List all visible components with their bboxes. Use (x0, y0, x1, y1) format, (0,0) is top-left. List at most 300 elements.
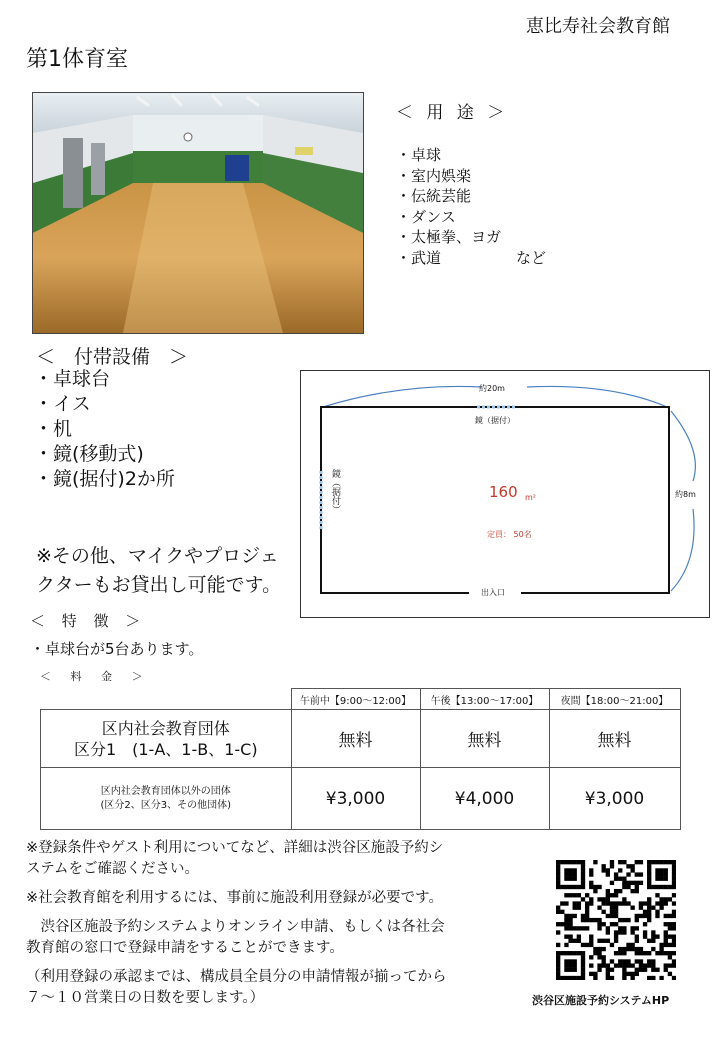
qr-module (664, 885, 668, 889)
qr-module (647, 918, 651, 922)
qr-module (647, 959, 651, 963)
qr-module (606, 939, 610, 943)
qr-module (606, 963, 610, 967)
qr-module (664, 939, 668, 943)
qr-module (564, 893, 568, 897)
qr-module (610, 864, 614, 868)
qr-module (556, 868, 560, 872)
qr-module (672, 910, 676, 914)
qr-module (647, 868, 651, 872)
qr-module (643, 922, 647, 926)
depth-label: 約8m (675, 490, 696, 499)
qr-module (626, 947, 630, 951)
qr-module (610, 906, 614, 910)
qr-module (556, 963, 560, 967)
qr-module (560, 951, 564, 955)
qr-module (585, 893, 589, 897)
qr-module (556, 972, 560, 976)
qr-module (635, 968, 639, 972)
qr-module (614, 889, 618, 893)
qr-module (597, 963, 601, 967)
qr-module (651, 939, 655, 943)
qr-module (647, 881, 651, 885)
qr-module (581, 914, 585, 918)
qr-module (564, 943, 568, 947)
group-category: (区分2、区分3、その他団体) (100, 799, 232, 811)
group-cell (41, 768, 292, 830)
qr-module (622, 918, 626, 922)
qr-module (556, 943, 560, 947)
qr-module (672, 922, 676, 926)
qr-module (659, 872, 663, 876)
qr-module (556, 976, 560, 980)
qr-module (614, 901, 618, 905)
qr-module (581, 918, 585, 922)
qr-module (573, 872, 577, 876)
qr-module (664, 968, 668, 972)
qr-module (672, 934, 676, 938)
qr-module (635, 889, 639, 893)
qr-module (606, 889, 610, 893)
column-header: 午前中【9:00～12:00】 (291, 689, 420, 710)
qr-module (618, 947, 622, 951)
qr-module (614, 930, 618, 934)
qr-module (668, 885, 672, 889)
qr-module (606, 897, 610, 901)
gym-photo (32, 92, 364, 334)
qr-module (639, 901, 643, 905)
list-item: ・鏡(移動式) (34, 443, 144, 465)
qr-module (639, 914, 643, 918)
qr-module (635, 872, 639, 876)
qr-module (618, 930, 622, 934)
qr-module (581, 955, 585, 959)
table-row (41, 768, 681, 830)
qr-module (664, 951, 668, 955)
qr-module (568, 939, 572, 943)
qr-module (664, 897, 668, 901)
qr-module (589, 881, 593, 885)
qr-module (602, 868, 606, 872)
qr-module (610, 881, 614, 885)
table-row (41, 710, 681, 768)
qr-code-image[interactable] (556, 860, 676, 980)
qr-module (651, 959, 655, 963)
qr-module (635, 939, 639, 943)
qr-module (643, 963, 647, 967)
note-line: ステムをご確認ください。 (26, 861, 199, 877)
qr-module (672, 881, 676, 885)
qr-module (655, 893, 659, 897)
qr-module (581, 968, 585, 972)
list-item: ・太極拳、ヨガ (396, 228, 502, 246)
qr-module (568, 914, 572, 918)
qr-module (556, 930, 560, 934)
qr-module (672, 959, 676, 963)
qr-module (573, 976, 577, 980)
qr-module (568, 877, 572, 881)
list-item: ・室内娯楽 (396, 166, 472, 185)
qr-module (655, 860, 659, 864)
qr-module (581, 864, 585, 868)
qr-module (577, 885, 581, 889)
qr-module (622, 897, 626, 901)
qr-module (630, 930, 634, 934)
qr-module (668, 860, 672, 864)
qr-module (606, 968, 610, 972)
page-title: 第1体育室 (26, 47, 128, 72)
qr-module (568, 860, 572, 864)
qr-module (568, 868, 572, 872)
qr-module (643, 910, 647, 914)
qr-module (568, 872, 572, 876)
qr-module (560, 910, 564, 914)
qr-module (630, 976, 634, 980)
qr-module (651, 947, 655, 951)
qr-module (577, 976, 581, 980)
qr-module (556, 951, 560, 955)
qr-module (564, 968, 568, 972)
qr-module (556, 922, 560, 926)
qr-module (593, 885, 597, 889)
qr-module (626, 872, 630, 876)
qr-module (560, 860, 564, 864)
qr-module (614, 922, 618, 926)
qr-module (672, 951, 676, 955)
qr-module (635, 951, 639, 955)
qr-module (664, 860, 668, 864)
qr-module (606, 914, 610, 918)
qr-module (573, 885, 577, 889)
qr-module (659, 897, 663, 901)
qr-module (610, 860, 614, 864)
qr-module (635, 926, 639, 930)
fees-heading: ＜ 料 金 ＞ (40, 670, 151, 683)
column-header: 午後【13:00～17:00】 (420, 689, 549, 710)
qr-module (568, 963, 572, 967)
qr-module (655, 914, 659, 918)
qr-module (589, 868, 593, 872)
qr-module (672, 901, 676, 905)
qr-module (659, 947, 663, 951)
fee-cell: 無料 (291, 710, 420, 768)
qr-module (568, 918, 572, 922)
qr-module (651, 930, 655, 934)
qr-module (672, 868, 676, 872)
qr-module (573, 877, 577, 881)
qr-module (564, 976, 568, 980)
qr-module (659, 868, 663, 872)
qr-module (664, 922, 668, 926)
qr-module (618, 860, 622, 864)
note-line: ７～１０営業日の日数を要します。） (26, 990, 265, 1006)
qr-module (556, 955, 560, 959)
note-line: ※その他、マイクやプロジェ (36, 545, 279, 567)
qr-module (664, 943, 668, 947)
qr-module (568, 922, 572, 926)
qr-module (556, 906, 560, 910)
qr-module (635, 914, 639, 918)
qr-module (668, 926, 672, 930)
qr-module (635, 885, 639, 889)
note-line: 教育館の窓口で登録申請をすることができます。 (26, 940, 344, 956)
qr-module (597, 885, 601, 889)
qr-module (659, 901, 663, 905)
qr-module (614, 893, 618, 897)
table-header-row (41, 689, 681, 710)
qr-module (577, 860, 581, 864)
qr-module (622, 976, 626, 980)
fee-cell: ¥3,000 (549, 768, 680, 830)
list-item: ・伝統芸能 (396, 187, 472, 205)
qr-module (597, 939, 601, 943)
qr-module (655, 872, 659, 876)
qr-module (606, 868, 610, 872)
qr-module (581, 868, 585, 872)
qr-module (618, 951, 622, 955)
note-line: 渋谷区施設予約システムよりオンライン申請、もしくは各社会 (26, 919, 445, 935)
qr-module (639, 951, 643, 955)
qr-module (639, 968, 643, 972)
fee-cell: 無料 (420, 710, 549, 768)
qr-module (564, 901, 568, 905)
qr-module (597, 951, 601, 955)
qr-module (618, 889, 622, 893)
qr-module (618, 963, 622, 967)
qr-module (664, 868, 668, 872)
capacity-label: 定員： 50名 (487, 530, 532, 539)
qr-module (556, 910, 560, 914)
qr-module (597, 955, 601, 959)
qr-module (556, 968, 560, 972)
qr-module (664, 934, 668, 938)
qr-module (593, 972, 597, 976)
qr-module (622, 877, 626, 881)
qr-module (655, 951, 659, 955)
qr-module (643, 934, 647, 938)
table-corner (41, 689, 292, 710)
qr-module (602, 947, 606, 951)
registration-notes (26, 838, 546, 1009)
qr-module (589, 943, 593, 947)
qr-module (618, 926, 622, 930)
fee-cell: ¥3,000 (291, 768, 420, 830)
qr-module (647, 910, 651, 914)
qr-module (577, 901, 581, 905)
qr-module (622, 881, 626, 885)
qr-module (585, 918, 589, 922)
qr-module (647, 885, 651, 889)
qr-module (639, 959, 643, 963)
qr-module (614, 910, 618, 914)
qr-module (659, 877, 663, 881)
qr-module (568, 976, 572, 980)
qr-module (639, 872, 643, 876)
qr-module (602, 864, 606, 868)
list-item: ・武道 など (396, 248, 547, 267)
qr-module (647, 914, 651, 918)
fee-cell: ¥4,000 (420, 768, 549, 830)
qr-module (577, 893, 581, 897)
qr-module (602, 955, 606, 959)
qr-module (622, 885, 626, 889)
list-item: ・鏡(据付)2か所 (34, 468, 175, 490)
qr-module (597, 922, 601, 926)
qr-module (643, 951, 647, 955)
qr-module (614, 914, 618, 918)
qr-code[interactable] (556, 860, 676, 980)
qr-module (639, 963, 643, 967)
qr-module (672, 877, 676, 881)
qr-module (630, 906, 634, 910)
qr-module (622, 951, 626, 955)
qr-module (655, 885, 659, 889)
qr-module (668, 914, 672, 918)
qr-module (630, 864, 634, 868)
qr-module (573, 860, 577, 864)
qr-module (655, 910, 659, 914)
list-item: ・ダンス (396, 207, 456, 226)
qr-module (664, 901, 668, 905)
qr-module (564, 860, 568, 864)
qr-module (614, 872, 618, 876)
qr-module (564, 922, 568, 926)
qr-module (602, 959, 606, 963)
qr-module (602, 939, 606, 943)
qr-module (581, 951, 585, 955)
qr-module (618, 877, 622, 881)
qr-module (564, 963, 568, 967)
qr-module (651, 968, 655, 972)
gym-photo-illustration (33, 93, 363, 333)
qr-module (618, 868, 622, 872)
equipment-note (36, 542, 281, 600)
qr-module (568, 926, 572, 930)
qr-module (630, 972, 634, 976)
qr-module (589, 897, 593, 901)
depth-arc-top (671, 411, 695, 481)
qr-module (672, 926, 676, 930)
qr-module (664, 877, 668, 881)
qr-module (626, 959, 630, 963)
floor-plan (300, 370, 710, 618)
qr-module (556, 959, 560, 963)
qr-module (606, 976, 610, 980)
qr-module (602, 897, 606, 901)
qr-module (622, 959, 626, 963)
qr-module (610, 943, 614, 947)
qr-module (647, 864, 651, 868)
list-item: ・卓球台 (34, 368, 111, 390)
qr-module (573, 926, 577, 930)
qr-module (651, 934, 655, 938)
qr-module (560, 922, 564, 926)
group-cell (41, 710, 292, 768)
qr-module (581, 926, 585, 930)
qr-module (622, 930, 626, 934)
equipment-heading: ＜ 付帯設備 ＞ (36, 346, 189, 368)
qr-module (630, 943, 634, 947)
qr-module (577, 951, 581, 955)
qr-module (672, 976, 676, 980)
fee-table (40, 688, 681, 830)
qr-module (647, 906, 651, 910)
qr-module (655, 877, 659, 881)
qr-module (647, 872, 651, 876)
qr-module (568, 893, 572, 897)
qr-module (564, 934, 568, 938)
note-line: ※社会教育館を利用するには、事前に施設利用登録が必要です。 (26, 890, 443, 906)
qr-module (606, 872, 610, 876)
qr-module (610, 893, 614, 897)
group-name: 区内社会教育団体 (101, 718, 230, 738)
note-line: （利用登録の承認までは、構成員全員分の申請情報が揃ってから (26, 969, 447, 985)
qr-module (626, 885, 630, 889)
qr-module (655, 868, 659, 872)
qr-module (668, 955, 672, 959)
qr-module (664, 963, 668, 967)
features-text: ・卓球台が5台あります。 (30, 640, 204, 658)
qr-module (564, 885, 568, 889)
qr-module (597, 947, 601, 951)
qr-module (568, 959, 572, 963)
qr-module (589, 872, 593, 876)
qr-module (560, 885, 564, 889)
group-category: 区分1 (1-A、1-B、1-C) (73, 739, 258, 759)
qr-module (614, 877, 618, 881)
uses-heading: ＜ 用 途 ＞ (396, 103, 509, 123)
qr-module (626, 943, 630, 947)
qr-module (651, 885, 655, 889)
qr-module (589, 972, 593, 976)
qr-module (585, 906, 589, 910)
qr-module (630, 963, 634, 967)
qr-module (639, 947, 643, 951)
qr-module (573, 951, 577, 955)
qr-module (668, 951, 672, 955)
qr-module (626, 864, 630, 868)
qr-module (614, 906, 618, 910)
qr-module (630, 889, 634, 893)
qr-module (635, 860, 639, 864)
qr-module (635, 972, 639, 976)
qr-module (564, 918, 568, 922)
qr-module (606, 972, 610, 976)
qr-module (672, 939, 676, 943)
qr-module (626, 901, 630, 905)
qr-module (573, 901, 577, 905)
qr-module (622, 926, 626, 930)
qr-module (597, 926, 601, 930)
qr-caption: 渋谷区施設予約システムHP (532, 994, 670, 1007)
group-name: 区内社会教育団体以外の団体 (100, 785, 231, 797)
qr-module (573, 939, 577, 943)
note-line: クターもお貸出し可能です。 (36, 574, 282, 596)
qr-module (647, 860, 651, 864)
qr-module (672, 943, 676, 947)
qr-module (593, 947, 597, 951)
qr-module (622, 860, 626, 864)
uses-list (396, 145, 546, 268)
qr-module (651, 906, 655, 910)
qr-module (593, 976, 597, 980)
qr-module (564, 872, 568, 876)
features-heading: ＜ 特 徴 ＞ (30, 612, 147, 630)
qr-module (614, 939, 618, 943)
qr-module (564, 914, 568, 918)
qr-module (626, 963, 630, 967)
qr-module (589, 918, 593, 922)
